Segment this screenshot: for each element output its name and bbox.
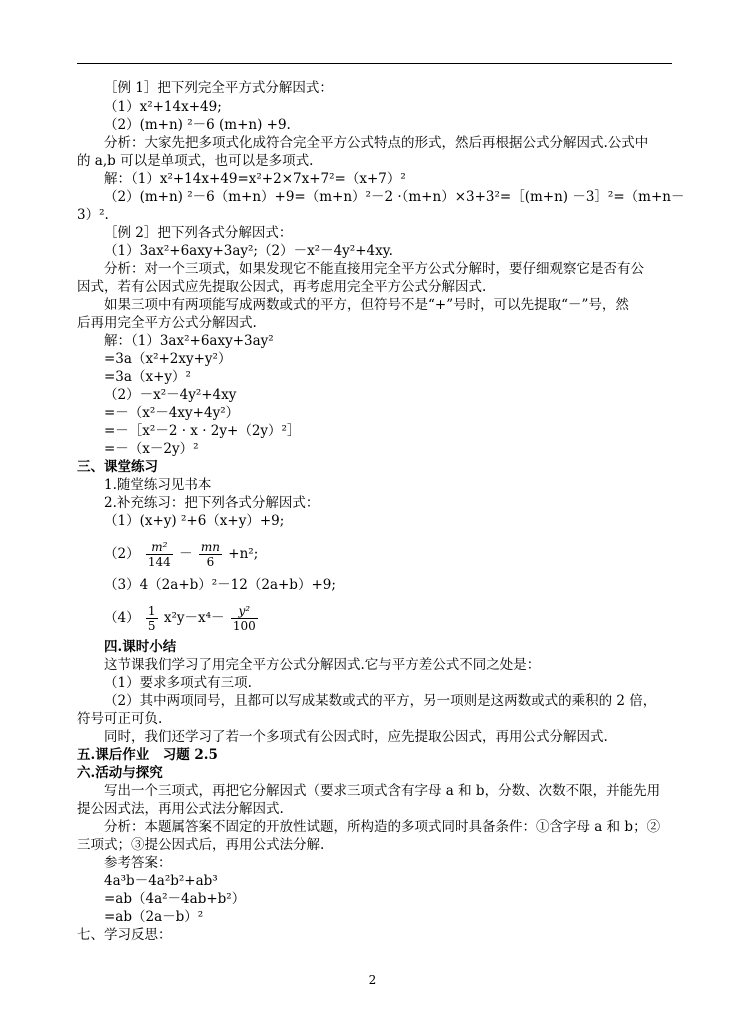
header-rule: [77, 63, 672, 64]
text-line: ［例 1］把下列完全平方式分解因式：: [104, 80, 333, 96]
text-line: 四.课时小结: [104, 639, 177, 655]
text-line: （1）要求多项式有三项.: [104, 675, 252, 691]
text-line: 2.补充练习：把下列各式分解因式：: [104, 495, 320, 511]
text-line: （2）(m+n) ²－6（m+n）+9=（m+n）²－2 ·（m+n）×3+3²=［(m+n) －3］²=（m+n－: [104, 189, 685, 205]
exercise-2-item-2: （2） $\frac{\text{m²}}{144}$ － $\frac{mn}{6}$ +n²;: [104, 540, 259, 569]
text-line: 解：（1）x²+14x+49=x²+2×7x+7²=（x+7）²: [104, 171, 406, 187]
text-line: 参考答案：: [104, 855, 172, 871]
text-line: （1）x²+14x+49;: [104, 99, 222, 115]
fraction-mn-over-6: $\frac{mn}{6}$: [200, 540, 220, 569]
text-line: =ab（4a²－4ab+b²）: [104, 891, 246, 907]
text-line: 后再用完全平方公式分解因式.: [77, 315, 257, 331]
text-line: 分析：本题属答案不固定的开放性试题，所构造的多项式同时具备条件：①含字母 a 和 b；②: [104, 819, 661, 835]
fraction-1-over-5: $\frac{1}{5}$: [147, 604, 156, 633]
text-line: 4a³b－4a²b²+ab³: [104, 873, 218, 889]
text-line: 分析：大家先把多项式化成符合完全平方公式特点的形式，然后再根据公式分解因式.公式中: [104, 135, 649, 151]
text-line: ［例 2］把下列各式分解因式：: [104, 225, 293, 241]
text-line: 符号可正可负.: [77, 711, 163, 727]
text-line: 分析：对一个三项式，如果发现它不能直接用完全平方公式分解时，要仔细观察它是否有公: [104, 261, 644, 277]
text-line: =－（x－2y）²: [104, 441, 199, 457]
text-line: 三、课堂练习: [77, 459, 158, 475]
text-line: 的 a,b 可以是单项式，也可以是多项式.: [77, 153, 314, 169]
text-line: 1.随堂练习见书本: [104, 477, 212, 493]
text-line: =ab（2a－b）²: [104, 909, 204, 925]
text-line: （2）其中两项同号，且都可以写成某数或式的平方，另一项则是这两数或式的乘积的 2 倍，: [104, 693, 657, 709]
text-line: 同时，我们还学习了若一个多项式有公因式时，应先提取公因式，再用公式分解因式.: [104, 729, 608, 745]
text-line: （1）3ax²+6axy+3ay²;（2）－x²－4y²+4xy.: [104, 243, 393, 259]
text-line: （2）－x²－4y²+4xy: [104, 387, 237, 403]
text-line: =3a（x²+2xy+y²）: [104, 351, 232, 367]
text-line: 写出一个三项式，再把它分解因式（要求三项式含有字母 a 和 b，分数、次数不限，并能先用: [104, 783, 661, 799]
text-line: =－［x²－2 · x · 2y+（2y）²］: [104, 423, 301, 439]
exercise-2-item-4: （4） $\frac{1}{5}$ x²y－x⁴－ $\frac{\text{y²}}{100}$: [104, 604, 256, 633]
page-number: 2: [368, 973, 377, 987]
fraction-y2-over-100: $\frac{\text{y²}}{100}$: [232, 604, 256, 633]
text-line: =－（x²－4xy+4y²）: [104, 405, 240, 421]
fraction-m2-over-144: $\frac{\text{m²}}{144}$: [147, 540, 171, 569]
text-line: （2）(m+n) ²－6 (m+n) +9.: [104, 117, 291, 133]
text-line: 提公因式法，再用公式法分解因式.: [77, 801, 284, 817]
text-line: 三项式；③提公因式后，再用公式法分解.: [77, 837, 325, 853]
text-line: =3a（x+y）²: [104, 369, 191, 385]
text-line: （3）4（2a+b）²－12（2a+b）+9;: [104, 577, 336, 593]
text-line: 这节课我们学习了用完全平方公式分解因式.它与平方差公式不同之处是：: [104, 657, 541, 673]
text-line: 五.课后作业 习题 2.5: [77, 747, 218, 763]
text-line: 3）².: [77, 207, 109, 223]
text-line: 七、学习反思：: [77, 927, 172, 943]
text-line: 如果三项中有两项能写成两数或式的平方，但符号不是“+”号时，可以先提取“－”号，然: [104, 297, 629, 313]
text-line: 解：（1）3ax²+6axy+3ay²: [104, 333, 274, 349]
text-line: 因式，若有公因式应先提取公因式，再考虑用完全平方公式分解因式.: [77, 279, 487, 295]
text-line: 六.活动与探究: [77, 765, 163, 781]
text-line: （1）(x+y) ²+6（x+y）+9;: [104, 513, 285, 529]
